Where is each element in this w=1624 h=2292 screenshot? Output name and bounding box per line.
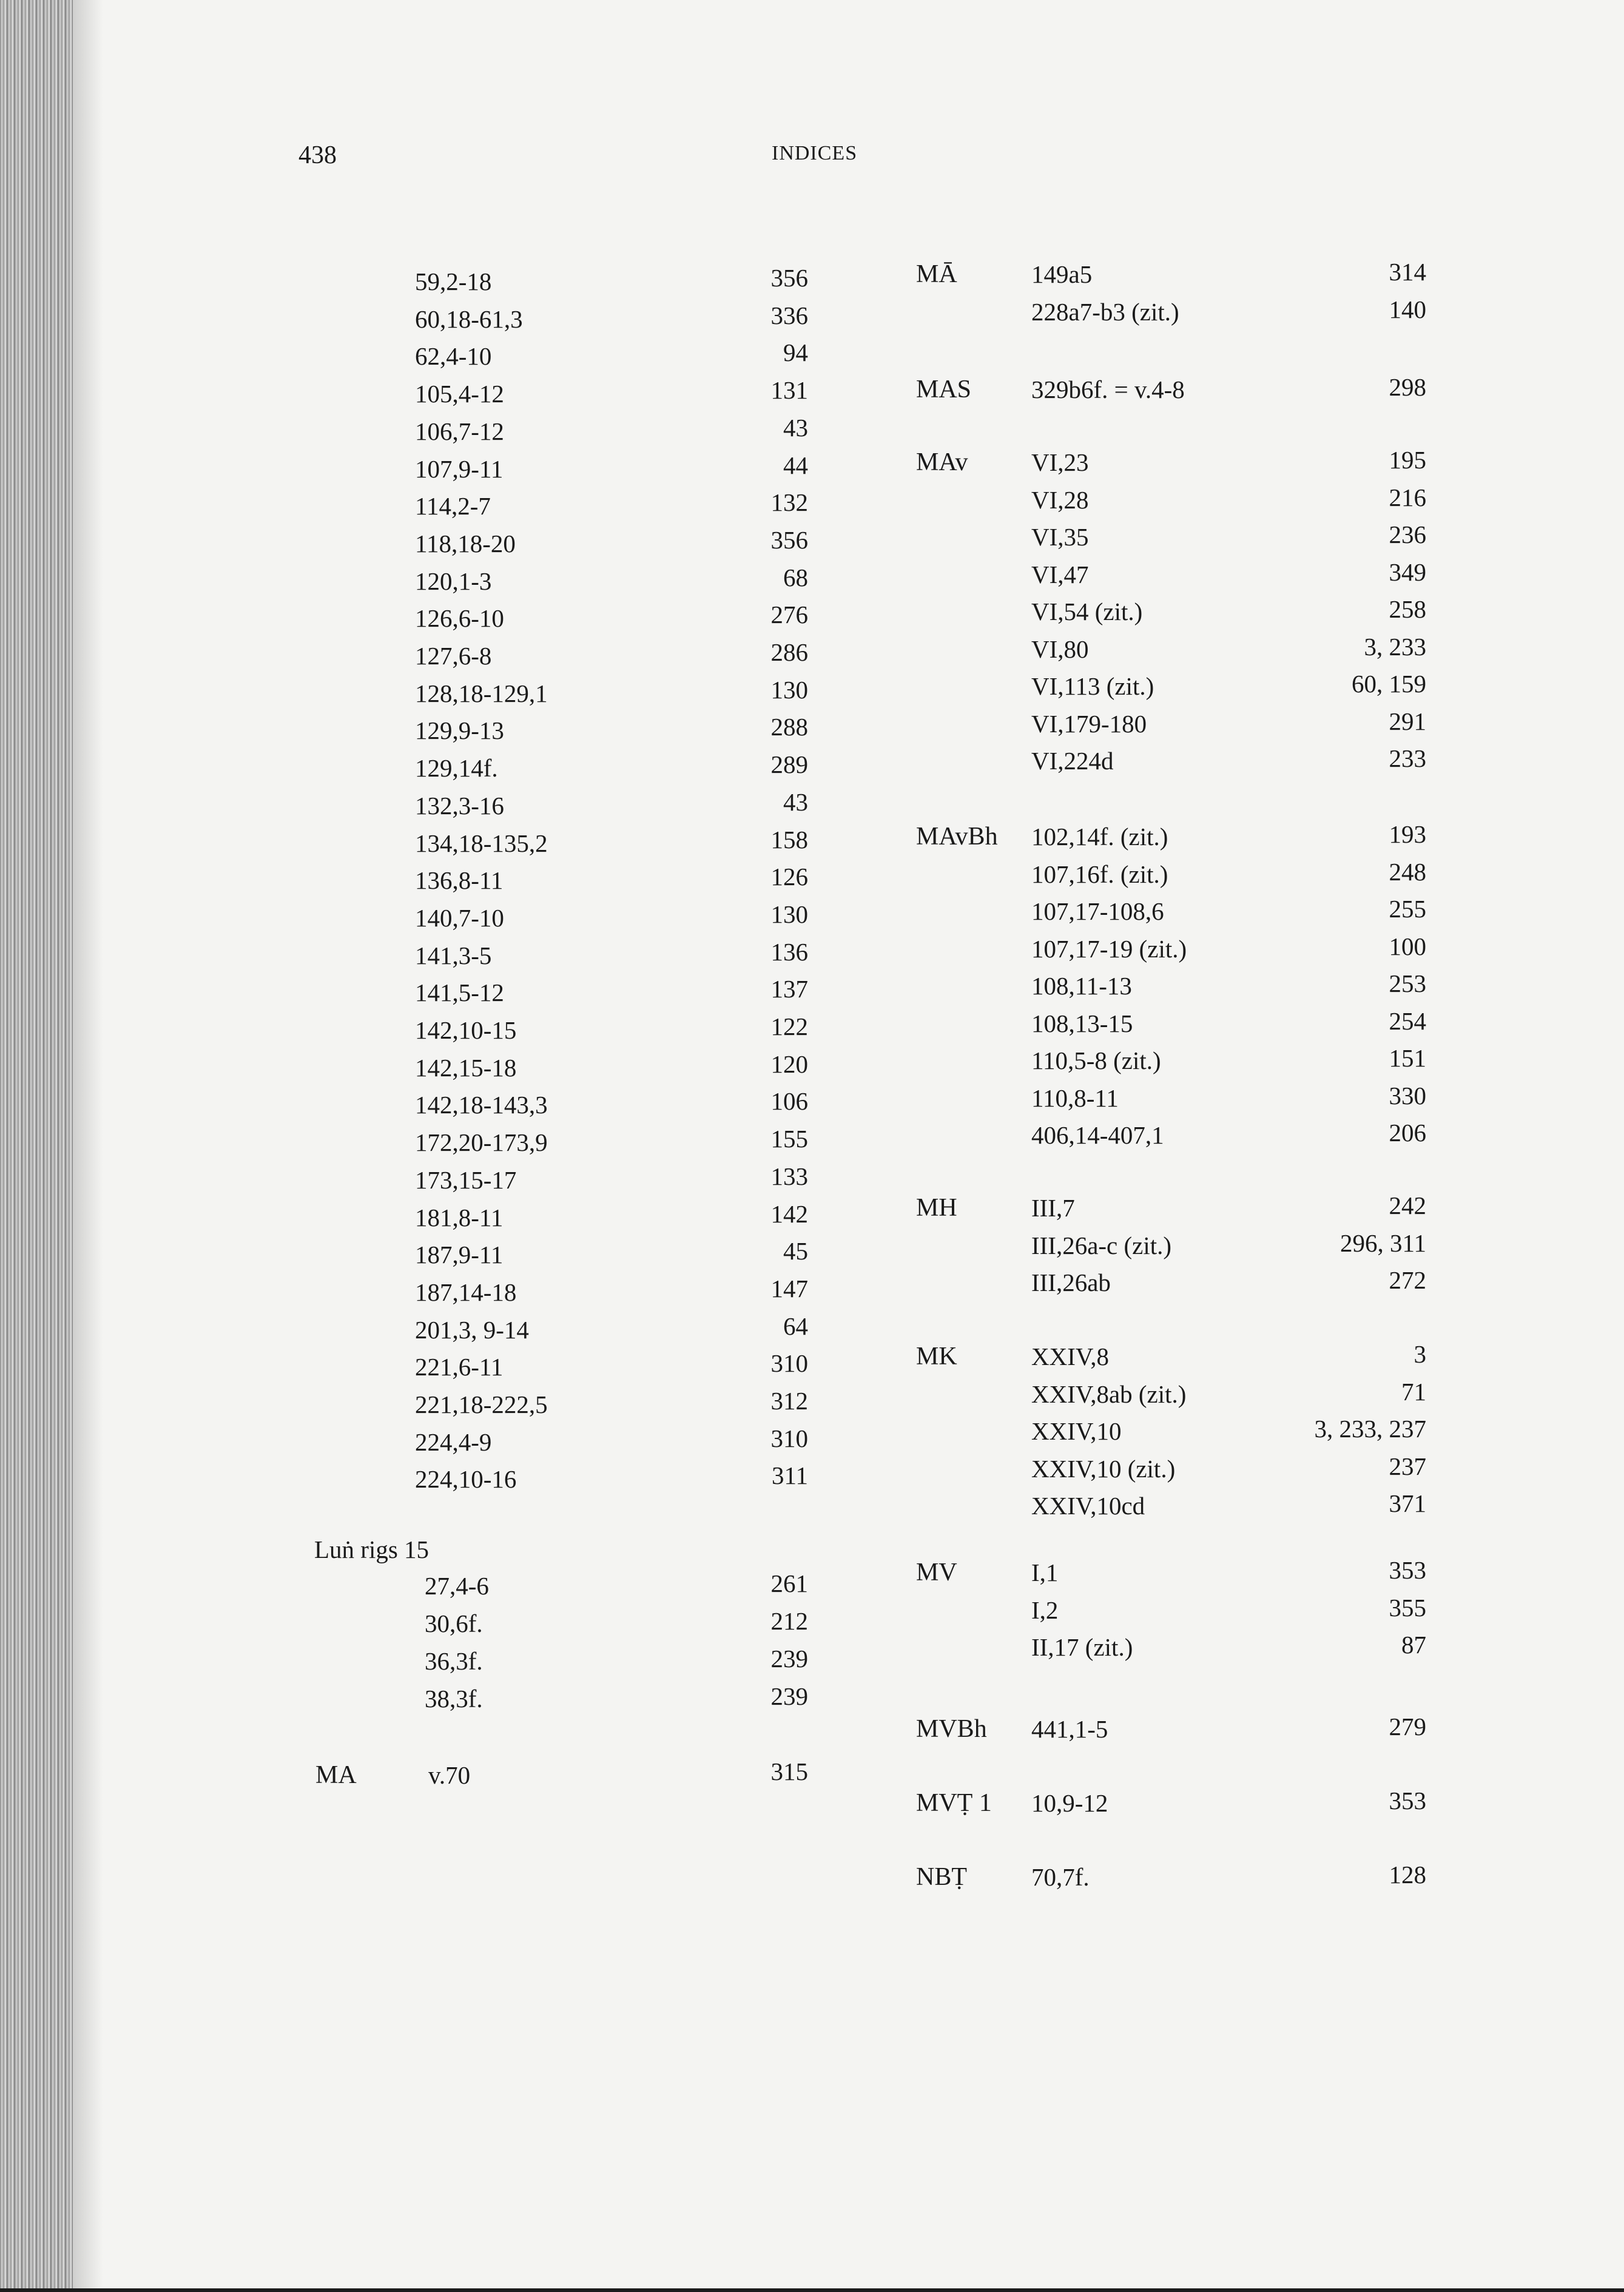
index-abbreviation: MVBh	[916, 1715, 987, 1743]
index-reference: 127,6-8	[415, 642, 492, 670]
index-reference: 114,2-7	[415, 492, 491, 521]
index-page-number: 371	[1389, 1489, 1426, 1517]
index-page-number: 272	[1389, 1266, 1426, 1294]
index-page-number: 237	[1389, 1452, 1426, 1480]
index-heading: Luṅ rigs 15	[314, 1535, 430, 1563]
index-page-number: 45	[783, 1237, 808, 1266]
index-reference: 106,7-12	[415, 417, 504, 445]
index-page-number: 147	[770, 1274, 808, 1303]
index-reference: 129,9-13	[415, 716, 504, 745]
index-page-number: 60, 159	[1352, 670, 1426, 698]
index-page-number: 3, 233, 237	[1314, 1415, 1426, 1443]
index-page-number: 296, 311	[1340, 1229, 1426, 1257]
index-page-number: 288	[770, 713, 808, 741]
index-reference: 224,10-16	[415, 1465, 517, 1494]
index-page-number: 310	[770, 1349, 808, 1378]
index-page-number: 130	[770, 675, 808, 704]
index-reference: 224,4-9	[415, 1427, 492, 1456]
index-reference: I,1	[1031, 1559, 1059, 1586]
index-reference: 126,6-10	[415, 604, 504, 633]
index-page-number: 206	[1389, 1119, 1426, 1147]
index-reference: 136,8-11	[415, 866, 504, 895]
index-page-number: 261	[770, 1569, 808, 1597]
index-page-number: 298	[1389, 373, 1426, 401]
index-page-number: 276	[770, 601, 808, 629]
index-abbreviation: MA	[315, 1761, 357, 1789]
index-reference: VI,179-180	[1031, 709, 1147, 738]
index-reference: 128,18-129,1	[415, 679, 548, 707]
index-reference: 107,17-108,6	[1031, 897, 1164, 925]
index-page-number: 349	[1389, 558, 1426, 586]
index-page-number: 356	[770, 264, 808, 292]
running-head: INDICES	[772, 142, 858, 164]
index-reference: 406,14-407,1	[1031, 1121, 1164, 1149]
index-page-number: 155	[770, 1125, 808, 1153]
index-reference: 221,18-222,5	[415, 1390, 548, 1418]
index-page-number: 151	[1389, 1044, 1426, 1072]
index-reference: VI,47	[1031, 560, 1089, 588]
index-reference: VI,80	[1031, 635, 1089, 663]
index-page-number: 128	[1389, 1861, 1426, 1889]
index-reference: XXIV,8ab (zit.)	[1031, 1380, 1187, 1408]
index-reference: III,7	[1031, 1194, 1075, 1222]
index-abbreviation: MK	[916, 1343, 957, 1370]
index-reference: VI,113 (zit.)	[1031, 672, 1154, 700]
index-reference: III,26ab	[1031, 1269, 1111, 1296]
index-page-number: 312	[770, 1387, 808, 1415]
index-page-number: 279	[1389, 1713, 1426, 1741]
index-page-number: 140	[1389, 295, 1426, 323]
index-abbreviation: MAvBh	[916, 823, 998, 851]
index-page-number: 131	[770, 376, 808, 405]
index-reference: 187,9-11	[415, 1241, 504, 1269]
index-page-number: 255	[1389, 895, 1426, 923]
index-page-number: 212	[770, 1607, 808, 1635]
index-reference: 108,11-13	[1031, 972, 1132, 1000]
index-reference: 132,3-16	[415, 791, 504, 820]
index-reference: 10,9-12	[1031, 1789, 1108, 1817]
index-reference: 142,15-18	[415, 1053, 517, 1082]
index-page-number: 3	[1413, 1340, 1426, 1368]
index-page-number: 356	[770, 525, 808, 554]
index-page-number: 254	[1389, 1006, 1426, 1035]
index-page-number: 137	[770, 975, 808, 1003]
index-reference: 27,4-6	[425, 1572, 489, 1600]
book-binding-edge	[0, 0, 73, 2292]
index-page-number: 87	[1401, 1631, 1426, 1659]
index-page-number: 355	[1389, 1593, 1426, 1622]
index-reference: 142,18-143,3	[415, 1091, 548, 1119]
index-page-number: 43	[783, 787, 808, 816]
index-page-number: 216	[1389, 483, 1426, 511]
index-page-number: 133	[770, 1162, 808, 1190]
index-reference: 118,18-20	[415, 529, 516, 558]
index-reference: 181,8-11	[415, 1203, 504, 1232]
index-page-number: 286	[770, 638, 808, 666]
index-reference: 108,13-15	[1031, 1009, 1133, 1037]
index-page-number: 195	[1389, 446, 1426, 474]
index-reference: 129,14f.	[415, 754, 498, 783]
index-reference: 107,9-11	[415, 454, 504, 483]
index-reference: 107,16f. (zit.)	[1031, 860, 1168, 888]
index-reference: 36,3f.	[425, 1647, 483, 1675]
index-page-number: 64	[783, 1312, 808, 1340]
index-abbreviation: MAv	[916, 448, 968, 476]
index-page-number: 43	[783, 413, 808, 442]
index-reference: 38,3f.	[425, 1685, 483, 1713]
index-reference: VI,224d	[1031, 747, 1114, 775]
index-page-number: 120	[770, 1050, 808, 1078]
index-reference: VI,28	[1031, 485, 1089, 514]
index-page-number: 106	[770, 1087, 808, 1116]
index-page-number: 289	[770, 750, 808, 779]
index-reference: 105,4-12	[415, 380, 504, 408]
index-reference: 172,20-173,9	[415, 1128, 548, 1157]
index-reference: II,17 (zit.)	[1031, 1633, 1133, 1661]
index-reference: 149a5	[1031, 260, 1093, 288]
index-reference: III,26a-c (zit.)	[1031, 1231, 1172, 1259]
index-page-number: 122	[770, 1013, 808, 1040]
index-page-number: 126	[770, 863, 808, 891]
index-abbreviation: MH	[916, 1194, 957, 1222]
index-page-number: 94	[783, 339, 808, 367]
index-reference: 140,7-10	[415, 903, 504, 932]
index-page-number: 311	[772, 1461, 808, 1490]
index-reference: 173,15-17	[415, 1165, 517, 1194]
index-abbreviation: MVṬ 1	[916, 1789, 992, 1817]
index-abbreviation: MAS	[916, 376, 972, 403]
index-reference: v.70	[428, 1761, 471, 1789]
index-reference: 107,17-19 (zit.)	[1031, 934, 1187, 963]
index-abbreviation: MĀ	[916, 260, 957, 288]
index-abbreviation: MV	[916, 1559, 957, 1586]
index-reference: 70,7f.	[1031, 1863, 1090, 1891]
index-reference: VI,23	[1031, 448, 1089, 476]
index-reference: 102,14f. (zit.)	[1031, 823, 1168, 851]
index-page-number: 353	[1389, 1556, 1426, 1584]
index-page-number: 336	[770, 301, 808, 329]
index-page-number: 314	[1389, 258, 1426, 286]
index-page-number: 71	[1401, 1377, 1426, 1406]
index-reference: 221,6-11	[415, 1353, 504, 1381]
index-page-number: 253	[1389, 969, 1426, 997]
index-reference: 329b6f. = v.4-8	[1031, 376, 1185, 403]
index-page-number: 258	[1389, 595, 1426, 623]
index-page-number: 233	[1389, 744, 1426, 772]
index-reference: XXIV,8	[1031, 1343, 1109, 1370]
page-number: 438	[298, 141, 337, 169]
index-reference: XXIV,10 (zit.)	[1031, 1454, 1176, 1483]
index-reference: VI,54 (zit.)	[1031, 598, 1143, 625]
index-page-number: 236	[1389, 521, 1426, 548]
index-reference: 59,2-18	[415, 268, 492, 295]
index-page-number: 239	[770, 1682, 808, 1710]
index-reference: 141,5-12	[415, 979, 504, 1007]
index-page-number: 142	[770, 1199, 808, 1228]
index-reference: 187,14-18	[415, 1278, 517, 1306]
index-reference: 201,3, 9-14	[415, 1315, 529, 1344]
index-reference: I,2	[1031, 1596, 1059, 1624]
index-page-number: 100	[1389, 932, 1426, 960]
index-reference: 141,3-5	[415, 941, 492, 969]
index-page-number: 158	[770, 825, 808, 854]
index-reference: 30,6f.	[425, 1609, 483, 1637]
index-page-number: 315	[770, 1758, 808, 1785]
index-page-number: 291	[1389, 707, 1426, 735]
index-reference: VI,35	[1031, 523, 1089, 551]
index-reference: 110,5-8 (zit.)	[1031, 1047, 1161, 1074]
index-page-number: 68	[783, 563, 808, 592]
index-reference: 120,1-3	[415, 567, 492, 595]
index-page-number: 239	[770, 1645, 808, 1673]
index-page-number: 136	[770, 937, 808, 966]
index-page-number: 248	[1389, 857, 1426, 886]
index-page-number: 353	[1389, 1787, 1426, 1815]
index-reference: 134,18-135,2	[415, 829, 548, 857]
index-page-number: 132	[770, 488, 808, 517]
index-abbreviation: NBṬ	[916, 1863, 967, 1891]
index-page-number: 310	[770, 1424, 808, 1452]
index-page-number: 193	[1389, 820, 1426, 848]
index-reference: 228a7-b3 (zit.)	[1031, 297, 1179, 326]
index-reference: 60,18-61,3	[415, 305, 523, 333]
index-page-number: 330	[1389, 1081, 1426, 1110]
index-page-number: 242	[1389, 1192, 1426, 1219]
index-page-number: 3, 233	[1364, 632, 1426, 661]
page-bottom-edge	[0, 2288, 1624, 2292]
index-reference: XXIV,10	[1031, 1417, 1122, 1445]
index-reference: 62,4-10	[415, 342, 492, 371]
index-reference: 441,1-5	[1031, 1715, 1108, 1743]
index-page-number: 44	[783, 451, 808, 479]
index-page-number: 130	[770, 900, 808, 928]
index-reference: 142,10-15	[415, 1016, 517, 1044]
index-reference: 110,8-11	[1031, 1084, 1119, 1112]
index-reference: XXIV,10cd	[1031, 1492, 1145, 1520]
